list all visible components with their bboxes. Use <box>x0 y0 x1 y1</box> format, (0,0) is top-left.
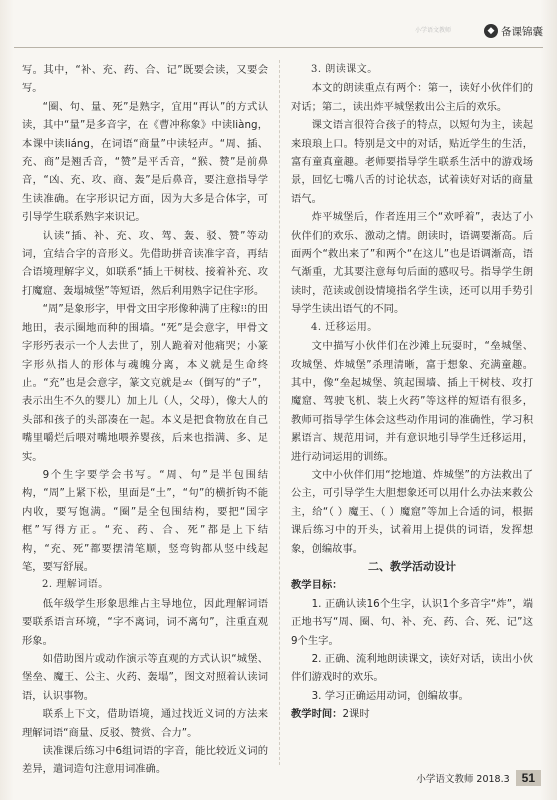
paragraph: 联系上下文，借助语境，通过找近义词的方法来理解词语“商量、反驳、赞赏、合力”。 <box>22 708 268 739</box>
paragraph: 低年级学生形象思维占主导地位，因此理解词语要联系语言环境，“字不离词，词不离句”，注重直观形象。 <box>22 597 268 647</box>
goal-item: 1. 正确认读16个生字，认识1个多音字“炸”，端正地书写“周、圈、句、补、充、药、合、死、记”这9个生字。 <box>291 597 533 647</box>
magazine-issue: 小学语文教师 2018.3 <box>416 774 510 785</box>
column-badge-icon: ◆ <box>484 24 498 38</box>
header-ghost-text: 小学语文教师 <box>414 27 451 34</box>
subheading: 4. 迁移运用。 <box>311 321 378 333</box>
paragraph: 文中描写小伙伴们在沙滩上玩耍时，“垒城堡、攻城堡、炸城堡”杀理清晰，富于想象、充满童趣。其中，像“垒起城堡、筑起围墙、插上干树枝、攻打魔窟、驾驶飞机、装上火药”等这样的短语有很多，教师可指导学生体会这些动作用词的准确性，学习积累语言、规范用词，并有意识地引导学生迁移运用，进行动词运用的训练。 <box>291 340 533 463</box>
subheading: 3. 朗读课文。 <box>311 64 378 75</box>
goal-item: 3. 学习正确运用动词，创编故事。 <box>311 689 469 702</box>
paragraph: 炸平城堡后，作者连用三个“欢呼着”，表达了小伙伴们的欢乐、激动之情。朗读时，语调要渐高。后面两个“救出来了”和两个“在这儿”也是语调渐高，语气渐重，尤其要注意每句后面的感叹号。指导学生朗读时，范读或创设情境指名学生读，还可以用手势引导学生读出语气的不同。 <box>291 211 533 316</box>
paragraph: 如借助图片或动作演示等直观的方式认识“城堡、堡垒、魔王、公主、火药、轰塌”，图文对照着认读词语，认识事物。 <box>22 653 268 702</box>
time-value: 2课时 <box>342 708 370 721</box>
goal-item: 2. 正确、流利地朗读课文，读好对话，读出小伙伴们游戏时的欢乐。 <box>291 653 533 684</box>
paragraph: 本文的朗读重点有两个：第一，读好小伙伴们的对话；第二，读出炸平城堡救出公主后的欢乐。 <box>291 82 533 113</box>
column-tag: 备课锦囊 <box>501 25 543 38</box>
goals-label: 教学目标： <box>291 579 343 592</box>
paragraph: 读准课后练习中6组词语的字音，能比较近义词的差异，遣词造句注意用词准确。 <box>22 745 268 776</box>
paragraph: “周”是象形字，甲骨文田字形像种满了庄稼⁝⁝的田地田，表示圈地而种的围墙。“死”是会意字，甲骨文字形㱙表示一个人去世了，别人跪着对他痛哭；小篆字形𣦸指人的形体与魂魄分离，本义就是生命终止。“充”也是会意字，篆文𠑽就是𠫓（倒写的“子”，表示出生不久的婴儿）加上儿（人，父母），像大人的头部和孩子的头部凑在一起。本义是把食物放在自己嘴里嚼烂后喂对嘴地喂养婴孩，后来也指满、多、足实。 <box>22 303 268 463</box>
paragraph: 9个生字要学会书写。“周、句”是半包围结构，“周”上紧下松，里面是“土”，“句”的横折钩不能内收，要写饱满。“圈”是全包围结构，要把“国字框”写得方正。“充、药、合、死”都是上下结构，“充、死”都要摆清笔顺，竖弯钩都从竖中线起笔，要写舒展。 <box>22 468 268 573</box>
teaching-time <box>291 705 533 723</box>
paragraph: 课文语言很符合孩子的特点，以短句为主，读起来琅琅上口。特别是文中的对话，贴近学生的生活，富有童真童趣。老师要指导学生联系生活中的游戏场景，回忆七嘴八舌的讨论状态，试着读好对话的商量语气。 <box>291 119 533 205</box>
section-title: 二、教学活动设计 <box>368 559 456 573</box>
column-divider <box>279 60 280 765</box>
paragraph: “圈、句、量、死”是熟字，宜用“再认”的方式认读，其中“量”是多音字，在《曹冲称象》中读liàng，本课中读liáng，在词语“商量”中读轻声。“周、插、充、商”是翘舌音，“赞”是平舌音，“猴、赞”是前鼻音，“凶、充、攻、商、轰”是后鼻音，要注意指导学生读准确。在字形识记方面，因为大多是合体字，可引导学生联系熟字来识记。 <box>22 100 268 224</box>
paragraph: 认读“插、补、充、攻、驾、轰、驳、赞”等动词，宜结合字的音形义。先借助拼音读准字音，再结合语境理解字义，如联系“插上干树枝、接着补充、攻打魔窟、轰塌城堡”等短语，然后利用熟字记住字形。 <box>22 229 268 297</box>
paragraph: 写。其中，“补、充、药、合、记”既要会读，又要会写。 <box>22 64 268 95</box>
subheading: 2. 理解词语。 <box>42 579 109 591</box>
section-header <box>414 21 543 41</box>
page-number: 51 <box>516 770 541 786</box>
page-footer <box>416 770 541 786</box>
right-column <box>291 61 533 724</box>
time-label: 教学时间： <box>291 708 343 721</box>
left-column <box>22 61 268 779</box>
header-rule <box>14 47 543 48</box>
paragraph: 文中小伙伴们用“挖地道、炸城堡”的方法救出了公主，可引导学生大胆想象还可以用什么办法来救公主，给“（ ）魔王、（ ）魔窟”等加上合适的词，根据课后练习中的开头，试着用上提供的词语，发挥想象，创编故事。 <box>291 468 533 555</box>
